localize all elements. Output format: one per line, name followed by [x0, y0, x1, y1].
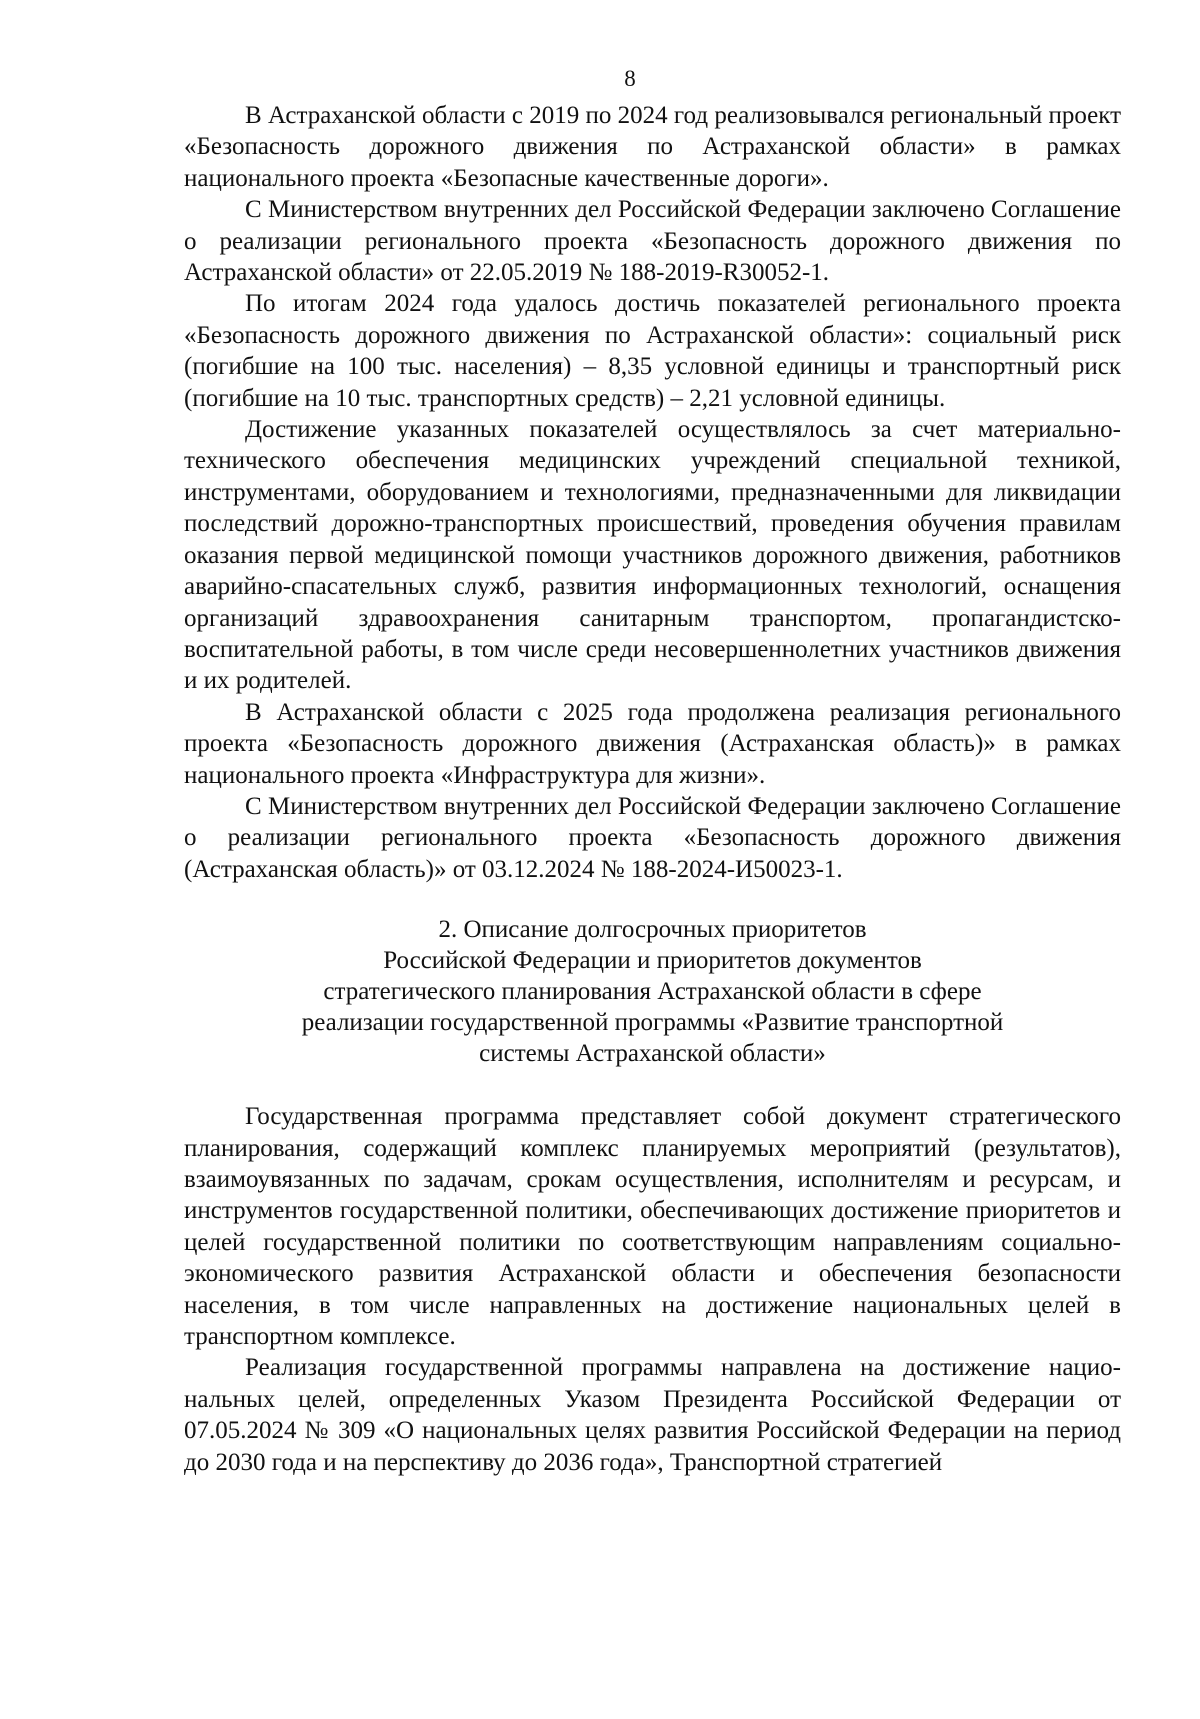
body-text-bottom	[184, 1101, 1121, 1478]
paragraph-regional-project-2025: В Астраханской области с 2025 года продолжена реализация регионального проекта «Безопасность дорожного движения (Астраханская область)» в рамках национального проекта «Инфраструктура для жизни».	[184, 698, 1121, 789]
paragraph-regional-project-2019: В Астраханской области с 2019 по 2024 год реализовывался региональный проект «Безопасность дорожного движения по Астраханской области» в рамках национального проекта «Безопасные качественные дороги».	[184, 102, 1121, 192]
paragraph-results-2024: По итогам 2024 года удалось достичь показателей регионального проекта «Безопасность дорожного движения по Астраханской области»: социальный риск (погибшие на 100 тыс. населения) – 8,35 условной единицы и транспортный риск (погибшие на 10 тыс. транспортных средств) – 2,21 условной единицы.	[184, 290, 1121, 412]
paragraph-agreement-2019: С Министерством внутренних дел Российской Федерации заключено Соглашение о реализации регионального проекта «Безопасность дорожного движения по Астраханской области» от 22.05.2019 № 188-2019-R30052-1.	[184, 196, 1121, 287]
section-heading-line: стратегического планирования Астраханской области в сфере	[323, 978, 982, 1006]
section-heading-line: системы Астраханской области»	[479, 1040, 826, 1068]
section-heading-line: Российской Федерации и приоритетов документов	[383, 947, 922, 975]
section-heading-line: 2. Описание долгосрочных приоритетов	[438, 916, 867, 944]
paragraph-achievement-means: Достижение указанных показателей осуществлялось за счет материально-технического обеспечения медицинских учреждений специальной техникой, инструментами, оборудованием и технологиями, предназначенными для ликвидации последствий дорожно-транспортных происшествий, проведения обучения правилам оказания первой медицинской помощи участников дорожного движения, работников аварийно-спасательных служб, развития информационных технологий, оснащения организаций здравоохранения санитарным транспортом, пропагандистско-воспитательной работы, в том числе среди несовершеннолетних участников движения и их родителей.	[184, 416, 1121, 695]
paragraph-program-goals: Реализация государственной программы направлена на достижение национальных целей, определенных Указом Президента Российской Федерации от 07.05.2024 № 309 «О национальных целях развития Российской Федерации на период до 2030 года и на перспективу до 2036 года», Транспортной стратегией	[184, 1354, 1121, 1476]
body-text-top	[184, 100, 1121, 885]
paragraph-agreement-2024: С Министерством внутренних дел Российской Федерации заключено Соглашение о реализации регионального проекта «Безопасность дорожного движения (Астраханская область)» от 03.12.2024 № 188-2024-И50023-1.	[184, 792, 1121, 883]
page-number: 8	[624, 66, 636, 91]
section-heading-line: реализации государственной программы «Развитие транспортной	[301, 1009, 1004, 1037]
section-heading	[184, 914, 1121, 1069]
paragraph-program-definition: Государственная программа представляет собой документ стратегического планирования, содержащий комплекс планируемых мероприятий (результатов), взаимоувязанных по задачам, срокам осуществления, исполнителям и ресурсам, и инструментов государственной политики, обеспечивающих достижение приоритетов и целей государственной политики по соответствующим направлениям социально-экономического развития Астраханской области и обеспечения безопасности населения, в том числе направленных на достижение национальных целей в транспортном комплексе.	[184, 1103, 1121, 1350]
